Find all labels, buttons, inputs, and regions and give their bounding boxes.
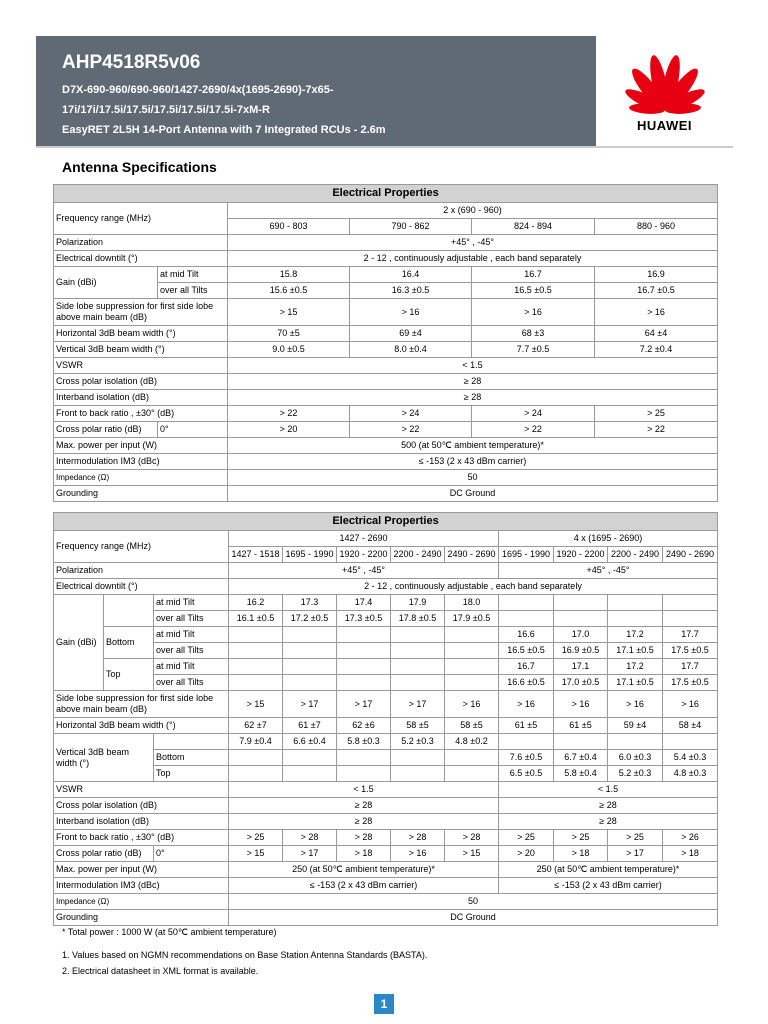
- cell-value: > 22: [472, 422, 595, 438]
- cell-value: > 16: [595, 299, 718, 326]
- band-label: 1695 - 1990: [499, 547, 554, 563]
- empty-cell: [499, 611, 554, 627]
- cell-value: 7.7 ±0.5: [472, 342, 595, 358]
- cell-value: 15.8: [228, 267, 350, 283]
- cell-value: 69 ±4: [350, 326, 472, 342]
- empty-cell: [445, 627, 499, 643]
- cell-value: ≥ 28: [229, 798, 499, 814]
- cell-value: > 16: [350, 299, 472, 326]
- cell-value: 6.5 ±0.5: [499, 766, 554, 782]
- cell-value: 50: [228, 470, 718, 486]
- cell-value: > 25: [499, 830, 554, 846]
- sub-label: at mid Tilt: [158, 267, 228, 283]
- cell-value: > 28: [445, 830, 499, 846]
- cell-value: DC Ground: [229, 910, 718, 926]
- cell-value: 16.7: [499, 659, 554, 675]
- row-label: Cross polar ratio (dB): [54, 846, 154, 862]
- cell-value: 17.2: [608, 659, 663, 675]
- sub-label: over all Tilts: [154, 675, 229, 691]
- cell-value: 2 - 12 , continuously adjustable , each band separately: [228, 251, 718, 267]
- cell-value: > 17: [283, 846, 337, 862]
- cell-value: ≥ 28: [228, 390, 718, 406]
- product-title: AHP4518R5v06: [62, 52, 201, 73]
- row-label: Interband isolation (dB): [54, 390, 228, 406]
- cell-value: 16.5 ±0.5: [499, 643, 554, 659]
- band-label: 1920 - 2200: [337, 547, 391, 563]
- cell-value: 7.2 ±0.4: [595, 342, 718, 358]
- cell-value: 59 ±4: [608, 718, 663, 734]
- cell-value: > 20: [228, 422, 350, 438]
- brand-name: HUAWEI: [637, 118, 692, 133]
- cell-value: ≤ -153 (2 x 43 dBm carrier): [228, 454, 718, 470]
- empty-cell: [229, 627, 283, 643]
- cell-value: > 18: [554, 846, 608, 862]
- cell-value: > 15: [445, 846, 499, 862]
- cell-value: > 25: [554, 830, 608, 846]
- row-label: Gain (dBi): [54, 595, 104, 691]
- empty-cell: [337, 766, 391, 782]
- cell-value: 64 ±4: [595, 326, 718, 342]
- empty-cell: [283, 643, 337, 659]
- sub-label: over all Tilts: [154, 643, 229, 659]
- cell-value: < 1.5: [228, 358, 718, 374]
- cell-value: 8.0 ±0.4: [350, 342, 472, 358]
- band-label: 880 - 960: [595, 219, 718, 235]
- footnote-2: 2. Electrical datasheet in XML format is available.: [62, 966, 259, 976]
- cell-value: > 24: [350, 406, 472, 422]
- band-label: 1695 - 1990: [283, 547, 337, 563]
- cell-value: 6.0 ±0.3: [608, 750, 663, 766]
- cell-value: > 25: [229, 830, 283, 846]
- cell-value: < 1.5: [499, 782, 718, 798]
- empty-cell: [608, 734, 663, 750]
- cell-value: > 16: [499, 691, 554, 718]
- cell-value: 16.6: [499, 627, 554, 643]
- cell-value: 250 (at 50℃ ambient temperature)*: [229, 862, 499, 878]
- cell-value: > 15: [229, 846, 283, 862]
- empty-cell: [229, 675, 283, 691]
- cell-value: > 25: [608, 830, 663, 846]
- cell-value: ≤ -153 (2 x 43 dBm carrier): [499, 878, 718, 894]
- cell-value: > 17: [608, 846, 663, 862]
- cell-value: 16.1 ±0.5: [229, 611, 283, 627]
- cell-value: 2 - 12 , continuously adjustable , each band separately: [229, 579, 718, 595]
- row-label: Cross polar ratio (dB): [54, 422, 158, 438]
- row-label: Horizontal 3dB beam width (°): [54, 718, 229, 734]
- angle-label: 0°: [158, 422, 228, 438]
- cell-value: > 22: [228, 406, 350, 422]
- cell-value: 16.7: [472, 267, 595, 283]
- empty-cell: [283, 675, 337, 691]
- cell-value: +45° , -45°: [228, 235, 718, 251]
- band-label: 1920 - 2200: [554, 547, 608, 563]
- sub-label: over all Tilts: [158, 283, 228, 299]
- sub-label: at mid Tilt: [154, 659, 229, 675]
- cell-value: 5.2 ±0.3: [391, 734, 445, 750]
- row-label: Max. power per input (W): [54, 862, 229, 878]
- row-label: Cross polar isolation (dB): [54, 798, 229, 814]
- cell-value: 58 ±4: [663, 718, 718, 734]
- cell-value: 61 ±5: [554, 718, 608, 734]
- cell-value: 17.8 ±0.5: [391, 611, 445, 627]
- cell-value: +45° , -45°: [229, 563, 499, 579]
- cell-value: 61 ±7: [283, 718, 337, 734]
- product-model-line-1: D7X-690-960/690-960/1427-2690/4x(1695-2690)-7x65-: [62, 84, 334, 96]
- cell-value: > 24: [472, 406, 595, 422]
- frequency-group: 2 x (690 - 960): [228, 203, 718, 219]
- row-label: Front to back ratio , ±30° (dB): [54, 830, 229, 846]
- cell-value: 17.9: [391, 595, 445, 611]
- row-label: Front to back ratio , ±30° (dB): [54, 406, 228, 422]
- array-label: Bottom: [104, 627, 154, 659]
- angle-label: 0°: [154, 846, 229, 862]
- huawei-petal-logo-icon: [615, 46, 715, 116]
- electrical-properties-table-low-band: [53, 184, 718, 502]
- cell-value: 62 ±7: [229, 718, 283, 734]
- empty-cell: [229, 659, 283, 675]
- cell-value: 6.7 ±0.4: [554, 750, 608, 766]
- cell-value: 250 (at 50℃ ambient temperature)*: [499, 862, 718, 878]
- cell-value: > 18: [663, 846, 718, 862]
- empty-cell: [283, 750, 337, 766]
- cell-value: 61 ±5: [499, 718, 554, 734]
- cell-value: 4.8 ±0.2: [445, 734, 499, 750]
- empty-cell: [663, 734, 718, 750]
- cell-value: 17.7: [663, 659, 718, 675]
- page-number-badge: 1: [374, 994, 394, 1014]
- row-label: Intermodulation IM3 (dBc): [54, 454, 228, 470]
- array-label: Bottom: [154, 750, 229, 766]
- row-label: VSWR: [54, 782, 229, 798]
- empty-cell: [104, 595, 154, 627]
- row-label: Vertical 3dB beam width (°): [54, 734, 154, 782]
- cell-value: 17.0 ±0.5: [554, 675, 608, 691]
- row-label: Polarization: [54, 563, 229, 579]
- cell-value: 62 ±6: [337, 718, 391, 734]
- cell-value: > 28: [337, 830, 391, 846]
- empty-cell: [283, 766, 337, 782]
- empty-cell: [554, 611, 608, 627]
- empty-cell: [445, 750, 499, 766]
- cell-value: > 28: [391, 830, 445, 846]
- cell-value: 17.0: [554, 627, 608, 643]
- empty-cell: [445, 643, 499, 659]
- cell-value: 6.6 ±0.4: [283, 734, 337, 750]
- cell-value: 17.3 ±0.5: [337, 611, 391, 627]
- cell-value: 18.0: [445, 595, 499, 611]
- empty-cell: [499, 595, 554, 611]
- empty-cell: [337, 627, 391, 643]
- cell-value: > 16: [391, 846, 445, 862]
- cell-value: 50: [229, 894, 718, 910]
- cell-value: > 17: [283, 691, 337, 718]
- cell-value: 17.1 ±0.5: [608, 643, 663, 659]
- cell-value: 17.2: [608, 627, 663, 643]
- band-label: 2490 - 2690: [663, 547, 718, 563]
- empty-cell: [663, 611, 718, 627]
- cell-value: > 25: [595, 406, 718, 422]
- row-label: Electrical downtilt (°): [54, 579, 229, 595]
- cell-value: 7.6 ±0.5: [499, 750, 554, 766]
- cell-value: > 18: [337, 846, 391, 862]
- cell-value: > 16: [445, 691, 499, 718]
- cell-value: ≥ 28: [499, 798, 718, 814]
- empty-cell: [229, 750, 283, 766]
- sub-label: at mid Tilt: [154, 595, 229, 611]
- total-power-footnote: * Total power : 1000 W (at 50℃ ambient temperature): [62, 927, 277, 937]
- cell-value: > 16: [472, 299, 595, 326]
- cell-value: 17.1: [554, 659, 608, 675]
- cell-value: 58 ±5: [445, 718, 499, 734]
- empty-cell: [499, 734, 554, 750]
- empty-cell: [445, 766, 499, 782]
- brand-logo: [596, 36, 733, 146]
- row-label: VSWR: [54, 358, 228, 374]
- cell-value: ≥ 28: [499, 814, 718, 830]
- table-header: Electrical Properties: [54, 185, 718, 203]
- cell-value: 16.9 ±0.5: [554, 643, 608, 659]
- cell-value: 5.8 ±0.3: [337, 734, 391, 750]
- empty-cell: [391, 675, 445, 691]
- row-label: Grounding: [54, 910, 229, 926]
- cell-value: > 26: [663, 830, 718, 846]
- section-title: Antenna Specifications: [62, 159, 217, 175]
- empty-cell: [445, 675, 499, 691]
- cell-value: > 28: [283, 830, 337, 846]
- empty-cell: [608, 611, 663, 627]
- cell-value: > 16: [608, 691, 663, 718]
- empty-cell: [608, 595, 663, 611]
- row-label: Impedance (Ω): [54, 470, 228, 486]
- band-label: 2200 - 2490: [608, 547, 663, 563]
- empty-cell: [337, 675, 391, 691]
- row-label: Cross polar isolation (dB): [54, 374, 228, 390]
- cell-value: 17.3: [283, 595, 337, 611]
- cell-value: 500 (at 50℃ ambient temperature)*: [228, 438, 718, 454]
- row-label: Side lobe suppression for first side lobe above main beam (dB): [54, 299, 228, 326]
- row-label: Intermodulation IM3 (dBc): [54, 878, 229, 894]
- cell-value: > 20: [499, 846, 554, 862]
- empty-cell: [229, 766, 283, 782]
- row-label: Vertical 3dB beam width (°): [54, 342, 228, 358]
- band-label: 2200 - 2490: [391, 547, 445, 563]
- cell-value: > 17: [391, 691, 445, 718]
- cell-value: 17.5 ±0.5: [663, 675, 718, 691]
- empty-cell: [391, 766, 445, 782]
- empty-cell: [283, 627, 337, 643]
- cell-value: 16.2: [229, 595, 283, 611]
- cell-value: 15.6 ±0.5: [228, 283, 350, 299]
- footnote-1: 1. Values based on NGMN recommendations on Base Station Antenna Standards (BASTA).: [62, 950, 428, 960]
- row-label: Horizontal 3dB beam width (°): [54, 326, 228, 342]
- band-label: 690 - 803: [228, 219, 350, 235]
- cell-value: 16.5 ±0.5: [472, 283, 595, 299]
- cell-value: > 15: [228, 299, 350, 326]
- cell-value: 16.6 ±0.5: [499, 675, 554, 691]
- electrical-properties-table-high-band: [53, 512, 718, 926]
- cell-value: 5.2 ±0.3: [608, 766, 663, 782]
- cell-value: 17.4: [337, 595, 391, 611]
- cell-value: 17.9 ±0.5: [445, 611, 499, 627]
- empty-cell: [337, 750, 391, 766]
- row-label: Side lobe suppression for first side lobe above main beam (dB): [54, 691, 229, 718]
- cell-value: > 16: [663, 691, 718, 718]
- empty-cell: [337, 659, 391, 675]
- row-label: Impedance (Ω): [54, 894, 229, 910]
- array-label: Top: [154, 766, 229, 782]
- empty-cell: [337, 643, 391, 659]
- row-label: Polarization: [54, 235, 228, 251]
- cell-value: 17.7: [663, 627, 718, 643]
- cell-value: 70 ±5: [228, 326, 350, 342]
- cell-value: > 15: [229, 691, 283, 718]
- empty-cell: [391, 643, 445, 659]
- empty-cell: [445, 659, 499, 675]
- cell-value: 17.1 ±0.5: [608, 675, 663, 691]
- band-label: 824 - 894: [472, 219, 595, 235]
- empty-cell: [283, 659, 337, 675]
- cell-value: 17.5 ±0.5: [663, 643, 718, 659]
- empty-cell: [554, 734, 608, 750]
- cell-value: 17.2 ±0.5: [283, 611, 337, 627]
- empty-cell: [229, 643, 283, 659]
- cell-value: 16.4: [350, 267, 472, 283]
- product-model-line-2: 17i/17i/17.5i/17.5i/17.5i/17.5i/17.5i-7xM-R: [62, 104, 270, 116]
- band-label: 1427 - 1518: [229, 547, 283, 563]
- cell-value: ≥ 28: [228, 374, 718, 390]
- product-description: EasyRET 2L5H 14-Port Antenna with 7 Integrated RCUs - 2.6m: [62, 124, 386, 136]
- cell-value: ≤ -153 (2 x 43 dBm carrier): [229, 878, 499, 894]
- cell-value: +45° , -45°: [499, 563, 718, 579]
- cell-value: > 22: [595, 422, 718, 438]
- cell-value: 5.4 ±0.3: [663, 750, 718, 766]
- empty-cell: [554, 595, 608, 611]
- table-header: Electrical Properties: [54, 513, 718, 531]
- sub-label: over all Tilts: [154, 611, 229, 627]
- band-label: 790 - 862: [350, 219, 472, 235]
- cell-value: DC Ground: [228, 486, 718, 502]
- row-label: Electrical downtilt (°): [54, 251, 228, 267]
- cell-value: 7.9 ±0.4: [229, 734, 283, 750]
- cell-value: 16.9: [595, 267, 718, 283]
- empty-cell: [154, 734, 229, 750]
- row-label: Frequency range (MHz): [54, 531, 229, 563]
- cell-value: > 22: [350, 422, 472, 438]
- empty-cell: [391, 627, 445, 643]
- cell-value: > 17: [337, 691, 391, 718]
- cell-value: 16.7 ±0.5: [595, 283, 718, 299]
- band-label: 2490 - 2690: [445, 547, 499, 563]
- row-label: Gain (dBi): [54, 267, 158, 299]
- cell-value: < 1.5: [229, 782, 499, 798]
- empty-cell: [391, 659, 445, 675]
- header-divider: [36, 146, 733, 148]
- cell-value: 9.0 ±0.5: [228, 342, 350, 358]
- cell-value: 16.3 ±0.5: [350, 283, 472, 299]
- row-label: Frequency range (MHz): [54, 203, 228, 235]
- sub-label: at mid Tilt: [154, 627, 229, 643]
- row-label: Max. power per input (W): [54, 438, 228, 454]
- frequency-group: 1427 - 2690: [229, 531, 499, 547]
- row-label: Grounding: [54, 486, 228, 502]
- cell-value: 68 ±3: [472, 326, 595, 342]
- array-label: Top: [104, 659, 154, 691]
- frequency-group: 4 x (1695 - 2690): [499, 531, 718, 547]
- empty-cell: [663, 595, 718, 611]
- cell-value: 5.8 ±0.4: [554, 766, 608, 782]
- cell-value: 58 ±5: [391, 718, 445, 734]
- row-label: Interband isolation (dB): [54, 814, 229, 830]
- cell-value: ≥ 28: [229, 814, 499, 830]
- cell-value: 4.8 ±0.3: [663, 766, 718, 782]
- cell-value: > 16: [554, 691, 608, 718]
- empty-cell: [391, 750, 445, 766]
